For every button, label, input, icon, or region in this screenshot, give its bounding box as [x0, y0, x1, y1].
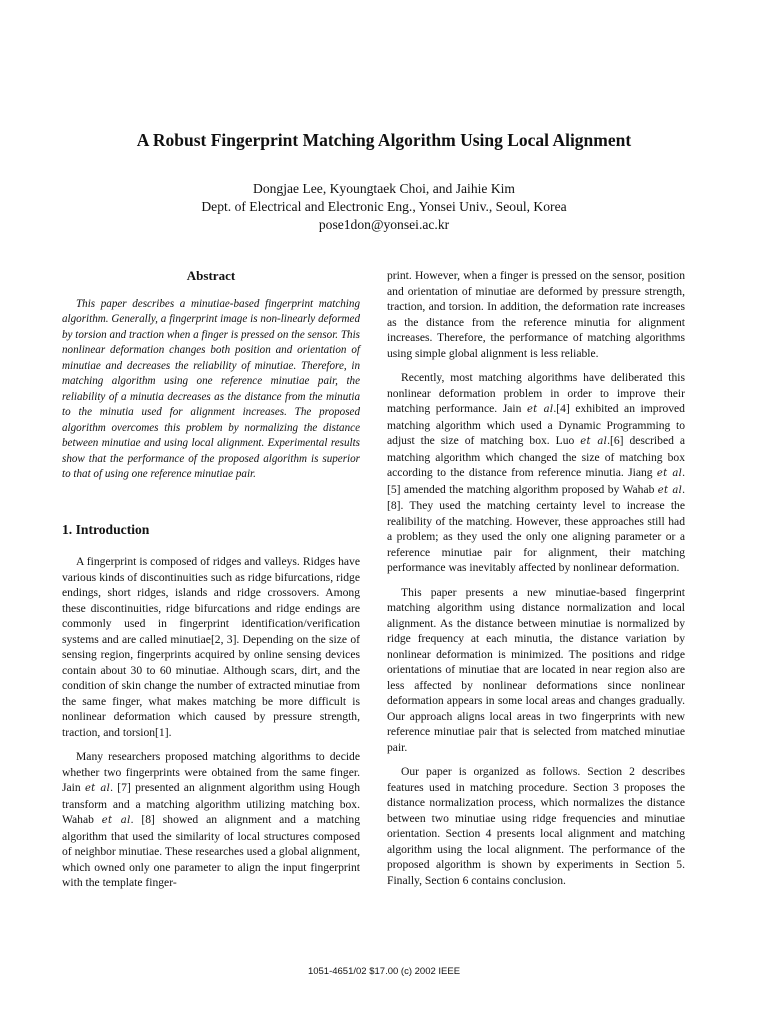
et-al: et al: [526, 404, 554, 415]
intro-paragraph-1: A fingerprint is composed of ridges and valleys. Ridges have various kinds of discontinuities such as ridge bifurcations, ridge endings, short ridges, islands and ridge crossovers. Among these discontinuities, ridge bifurcations and ridge endings are commonly used in fingerprint identification/verification systems and are called minutiae[2, 3]. Depending on the size of sensing region, fingerprints acquired by online sensing devices contain about 30 to 60 minutiae. Although scars, dirt, and the condition of skin change the number of extracted minutiae from the same finger, what makes matching be more difficult is nonlinear deformation which caused by pressure strength, traction, and torsion[1].: [62, 555, 360, 739]
left-column: [62, 268, 360, 900]
author-names: Dongjae Lee, Kyoungtaek Choi, and Jaihie Kim: [253, 181, 515, 196]
text-run: . [5] amended the matching algorithm proposed by Wahab: [387, 466, 685, 496]
text-run: [7] presented an alignment algorithm using Hough transform and a matching algorithm utilizing matching box. Wahab: [62, 781, 360, 826]
et-al: et al: [580, 436, 608, 447]
et-al: et al: [84, 783, 111, 794]
paper-title: A Robust Fingerprint Matching Algorithm Using Local Alignment: [136, 130, 632, 150]
section-heading-introduction: 1. Introduction: [62, 521, 150, 537]
text-run: [8] showed an alignment and a matching algorithm that used the similarity of local structures composed of neighbor minutiae. These researches used a global alignment, which owned only one parameter to align the input fingerprint with the template finger-: [62, 813, 360, 889]
text-run: Recently, most matching algorithms have deliberated this nonlinear deformation problem in order to improve their matching performance. Jain: [387, 371, 685, 415]
intro-paragraph-5: This paper presents a new minutiae-based fingerprint matching algorithm using distance normalization and local alignment. As the distance between minutiae is normalized by ridge frequency at each minutia, the distance variation by nonlinear deformation is minimized. The positions and ridge orientations of minutiae that are located in near region also are less affected by nonlinear deformations since nonlinear deformation appears in some local areas and changes gradually. Our approach aligns local areas in two fingerprints with new reference minutiae pair that is selected from matched minutiae pair.: [387, 585, 685, 754]
intro-paragraph-6: Our paper is organized as follows. Section 2 describes features used in matching procedure. Section 3 proposes the distance normalization process, which normalizes the distance between two minutiae using ridge frequencies and minutiae orientation. Section 4 presents local alignment and matching algorithm using the local alignment. The performance of the proposed algorithm is shown by experiments in Section 5. Finally, Section 6 contains conclusion.: [387, 765, 685, 887]
text-run: . [8]. They used the matching certainty level to increase the realibility of the matching. However, these approaches still had a problem; as they used the only one aligning parameter or a reference minutiae pair for alignment, their matching performance was inevitably affected by nonlinear deformation.: [387, 482, 685, 574]
abstract-heading: Abstract: [186, 268, 236, 283]
text-run: .[4] exhibited an improved matching algorithm which used a Dynamic Programming to adjust the size of matching box. Luo: [387, 402, 685, 447]
intro-paragraph-4: [387, 370, 685, 576]
right-column: [387, 268, 685, 897]
intro-paragraph-3: print. However, when a finger is pressed on the sensor, position and orientation of minutiae are deformed by pressure strength, traction, and torsion. In addition, the deformation rate increases as the distance from the reference minutia for alignment increases. Therefore, the performance of matching algorithms using simple global alignment is less reliable.: [387, 269, 685, 360]
abstract-text: This paper describes a minutiae-based fingerprint matching algorithm. Generally, a fingerprint image is non-linearly deformed by torsion and traction when a finger is pressed on the sensor. This nonlinear deformation changes both position and orientation of minutiae and decreases the reliability of minutiae. Therefore, in matching algorithm using one reference minutiae pair, the reliability of a minutia decreases as the distance from the minutia to the minutia used for alignment increases. The proposed algorithm overcomes this problem by normalizing the distance between minutiae and using local alignment. Experimental results show that the performance of the proposed algorithm is superior to that of using one reference minutiae pair.: [62, 297, 360, 480]
text-run: .[6] described a matching algorithm which changed the size of matching box according to the distance from reference minutia. Jiang: [387, 434, 685, 479]
copyright-footer: 1051-4651/02 $17.00 (c) 2002 IEEE: [307, 966, 461, 977]
intro-paragraph-2: Many researchers proposed matching algorithms to decide whether two fingerprints were obtained from the same finger. Jain et al. [7] presented an alignment algorithm using Hough transform and a matching algorithm utilizing matching box. Wahab et al. [8] showed an alignment and a matching algorithm that used the similarity of local structures composed of neighbor minutiae. These researches used a global alignment, which owned only one parameter to align the input fingerprint with the template finger-: [62, 750, 360, 889]
author-block: [0, 180, 768, 234]
author-email[interactable]: pose1don@yonsei.ac.kr: [318, 217, 450, 232]
et-al: et al: [656, 468, 683, 479]
text-run: Many researchers proposed matching algorithms to decide whether two fingerprints were obtained from the same finger. Jain: [62, 750, 360, 794]
et-al: et al: [101, 815, 131, 826]
et-al: et al: [657, 484, 683, 496]
author-affiliation: Dept. of Electrical and Electronic Eng., Yonsei Univ., Seoul, Korea: [201, 199, 567, 214]
